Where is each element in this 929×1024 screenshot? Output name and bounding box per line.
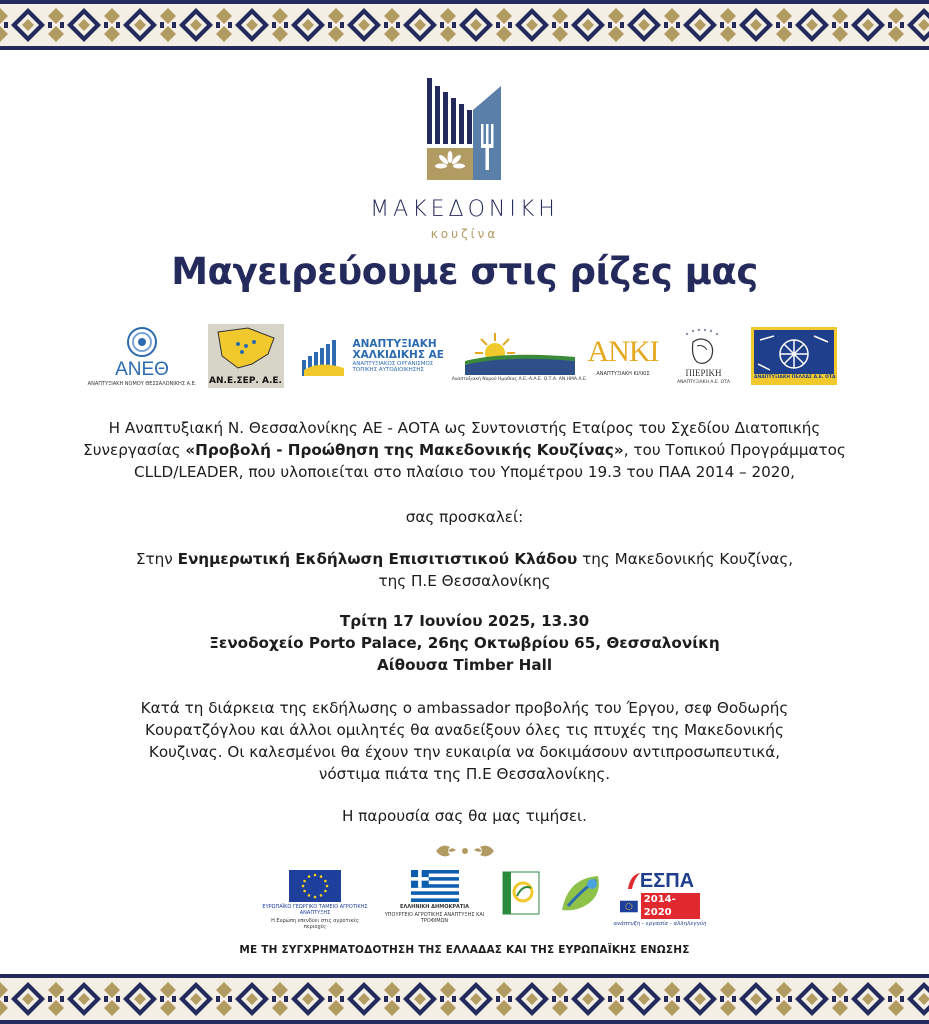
paa-logo-icon <box>558 870 606 916</box>
event-venue: Ξενοδοχείο Porto Palace, 26ης Οκτωβρίου 65, Θεσσαλονίκη <box>209 634 720 652</box>
partner-label: ΑΝΕΘ <box>115 358 169 380</box>
partner-caption: ΑΝΑΠΤΥΞΙΑΚΗ ΝΟΜΟΥ ΘΕΣΣΑΛΟΝΙΚΗΣ Α.Ε. <box>87 380 197 387</box>
funder-paa <box>558 870 606 916</box>
pella-icon <box>751 327 837 385</box>
cofinancing-statement: ΜΕ ΤΗ ΣΥΓΧΡΗΜΑΤΟΔΟΤΗΣΗ ΤΗΣ ΕΛΛΑΔΑΣ ΚΑΙ ΤΗΣ ΕΥΡΩΠΑΪΚΗΣ ΕΝΩΣΗΣ <box>239 944 690 956</box>
makedoniki-kouzina-logo <box>0 72 929 194</box>
description-line: Κουρατζόγλου και άλλοι ομιλητές θα αναδείξουν όλες τις πτυχές της Μακεδονικής <box>145 721 784 739</box>
brand-name: ΜΑΚΕΔΟΝΙΚΗ <box>370 197 559 222</box>
event-paragraph <box>60 548 869 592</box>
event-line <box>60 548 869 570</box>
funder-caption: ΕΥΡΩΠΑΪΚΟ ΓΕΩΡΓΙΚΟ ΤΑΜΕΙΟ ΑΓΡΟΤΙΚΗΣ ΑΝΑΠΤΥΞΗΣ <box>262 904 368 916</box>
partner-label: ΑΝΚΙ <box>587 335 659 368</box>
partner-aneser <box>208 324 284 388</box>
espa-tagline: ανάπτυξη - εργασία - αλληλεγγύη <box>613 921 707 927</box>
top-ornamental-border <box>0 0 929 50</box>
intro-line: CLLD/LEADER, που υλοποιείται στο πλαίσιο του Υπομέτρου 19.3 του ΠΑΑ 2014 – 2020, <box>134 463 795 481</box>
funder-eu <box>260 870 370 930</box>
partner-caption: ΑΝΑΠΤΥΞΙΑΚΟΣ ΟΡΓΑΝΙΣΜΟΣ ΤΟΠΙΚΗΣ ΑΥΤΟΔΙΟΙΚΗΣΗΣ <box>352 361 434 373</box>
funder-caption: Η Ευρώπη επενδύει στις αγροτικές περιοχές <box>271 918 359 930</box>
chalkidiki-bars-icon <box>300 336 350 376</box>
partner-caption: ΑΝΑΠΤΥΞΙΑΚΗ ΚΙΛΚΙΣ <box>596 371 650 377</box>
event-line: της Π.Ε Θεσσαλονίκης <box>378 572 551 590</box>
partner-pieriki <box>672 328 736 385</box>
aneser-map-icon <box>208 324 284 388</box>
funder-caption: ΕΛΛΗΝΙΚΗ ΔΗΜΟΚΡΑΤΙΑ <box>399 904 469 910</box>
greek-flag-icon <box>411 870 459 902</box>
intro-line <box>60 439 869 461</box>
page-title: Μαγειρεύουμε στις ρίζες μας <box>171 250 758 293</box>
eu-flag-icon <box>289 870 341 902</box>
funder-logos <box>260 870 707 932</box>
event-title: Ενημερωτική Εκδήλωση Επισιτιστικού Κλάδου <box>177 550 578 568</box>
brand-subtitle: κουζίνα <box>430 227 499 241</box>
partner-label: ΑΝΑΠΤΥΞΙΑΚΗ ΧΑΛΚΙΔΙΚΗΣ ΑΕ <box>352 338 444 361</box>
event-text: της Μακεδονικής Κουζίνας, <box>577 550 794 568</box>
partner-label: ΠΙΕΡΙΚΗ <box>685 367 722 378</box>
event-hall: Αίθουσα Timber Hall <box>376 656 553 674</box>
leaf-divider-icon <box>0 841 929 865</box>
description-line: νόστιμα πιάτα της Π.Ε Θεσσαλονίκης. <box>318 765 611 783</box>
espa-swoosh-icon <box>626 871 640 891</box>
description-line: Κατά τη διάρκεια της εκδήλωσης ο ambassador προβολής του Έργου, σεφ Θοδωρής <box>140 699 789 717</box>
partner-pella <box>751 327 837 385</box>
intro-paragraph <box>60 417 869 483</box>
project-title: «Προβολή - Προώθηση της Μακεδονικής Κουζίνας» <box>185 441 624 459</box>
partner-aneth <box>87 326 197 387</box>
partner-caption: ΑΝΑΠΤΥΞΙΑΚΗ ΠΕΛΛΑΣ Α.Ε. ΟΤΑ <box>754 375 836 380</box>
leader-logo-icon <box>499 870 543 916</box>
partner-caption: ΑΝΑΠΤΥΞΙΑΚΗ Α.Ε. ΟΤΑ <box>676 379 730 385</box>
description-paragraph <box>60 697 869 785</box>
funder-greece <box>385 870 485 924</box>
intro-text: , του Τοπικού Προγράμματος <box>623 441 846 459</box>
partner-imathia <box>451 331 588 382</box>
intro-text: Συνεργασίας <box>83 441 186 459</box>
intro-line: Η Αναπτυξιακή Ν. Θεσσαλονίκης ΑΕ - ΑΟΤΑ ως Συντονιστής Εταίρος του Σχεδίου Διατοπικής <box>108 419 821 437</box>
event-details <box>60 610 869 676</box>
invite-line: σας προσκαλεί: <box>405 508 524 526</box>
logo-mark-icon <box>395 72 535 190</box>
espa-title: ΕΣΠΑ <box>639 870 695 892</box>
bottom-ornamental-border <box>0 974 929 1024</box>
partner-chalkidiki <box>299 336 449 376</box>
pieriki-icon <box>679 328 729 368</box>
imathia-sun-icon <box>465 331 575 375</box>
partner-anki <box>587 335 659 377</box>
partner-logos <box>87 320 837 392</box>
espa-years: 2014-2020 <box>641 893 700 919</box>
espa-eu-flag-icon <box>620 900 638 913</box>
funder-espa <box>613 870 707 927</box>
funder-caption: ΥΠΟΥΡΓΕΙΟ ΑΓΡΟΤΙΚΗΣ ΑΝΑΠΤΥΞΗΣ ΚΑΙ ΤΡΟΦΙΜΩΝ <box>384 912 485 924</box>
event-text: Στην <box>135 550 178 568</box>
event-date: Τρίτη 17 Ιουνίου 2025, 13.30 <box>339 612 590 630</box>
funder-leader <box>499 870 543 916</box>
description-line: Κουζινας. Οι καλεσμένοι θα έχουν την ευκαιρία να δοκιμάσουν αντιπροσωπευτικά, <box>148 743 781 761</box>
partner-label: ΑΝ.Ε.ΣΕΡ. Α.Ε. <box>209 376 282 386</box>
aneth-icon <box>112 326 172 360</box>
closing-line: Η παρουσία σας θα μας τιμήσει. <box>341 807 588 825</box>
partner-caption: Αναπτυξιακή Νομού Ημαθίας Α.Ε.-Α.Α.Ε. Ο.Τ.Α. ΑΝ.ΗΜΑ.Α.Ε. <box>451 376 588 382</box>
